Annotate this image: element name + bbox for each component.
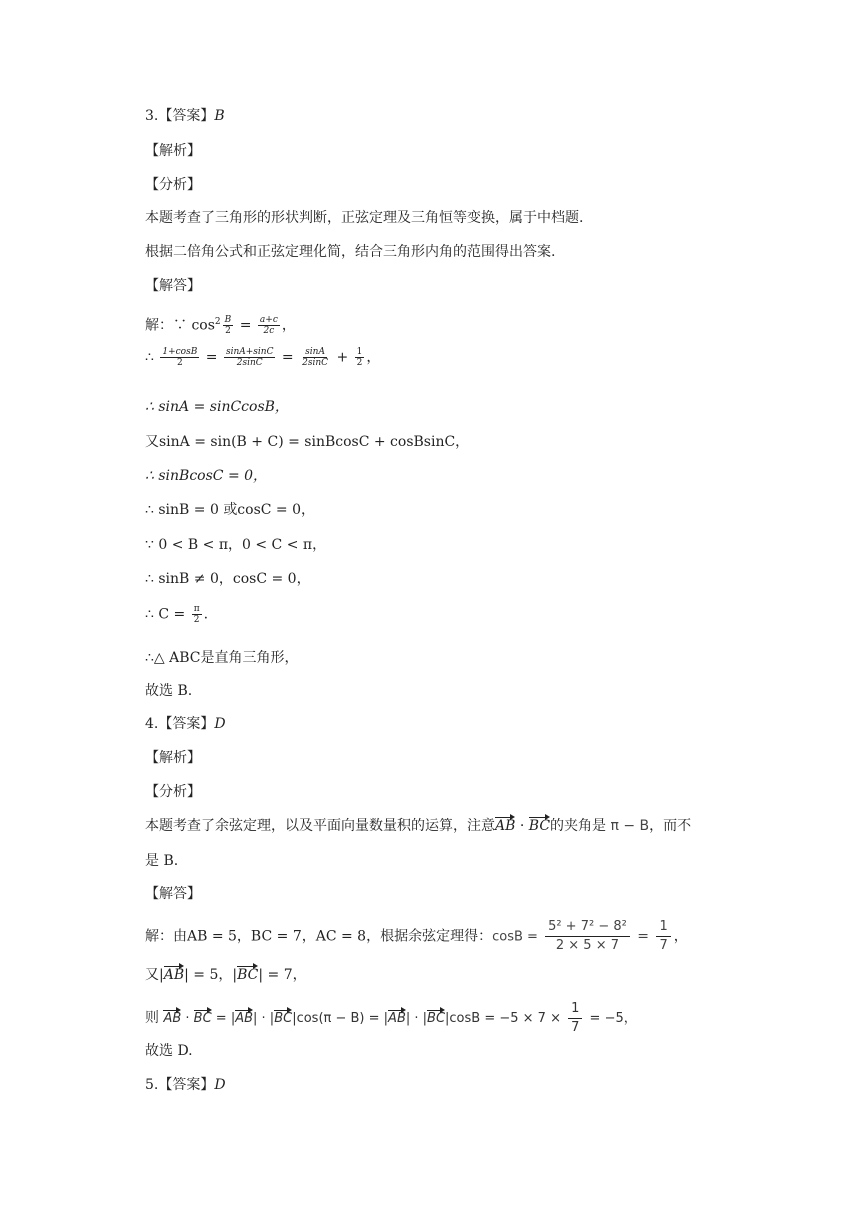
q3-step1-suffix: ， [281, 317, 296, 334]
q3-step-1 [145, 312, 296, 336]
q4-step1-frac-num: 5² + 7² − 8² [545, 918, 630, 937]
q3-step9-suffix: . [203, 606, 209, 623]
q4-step3-t4: | · | [405, 1011, 428, 1026]
q4-step3-t3: |cos(π − B) = | [292, 1011, 389, 1026]
q4-step1-suffix: ， [673, 928, 688, 945]
q3-fenxi-line-1: 本题考查了三角形的形状判断，正弦定理及三角恒等变换，属于中档题. [145, 210, 584, 226]
q3-fenxi-line-2: 根据二倍角公式和正弦定理化简，结合三角形内角的范围得出答案. [145, 244, 556, 260]
dot-operator: · [515, 818, 529, 834]
q3-step-7: ∵ 0 < B < π，0 < C < π， [145, 537, 327, 553]
q4-fenxi-text-b: 的夹角是 [550, 818, 607, 834]
q4-answer-label: 4.【答案】 [145, 716, 215, 732]
q4-answer-value: D [214, 716, 226, 732]
q4-step1-eq: = [632, 928, 654, 945]
dot-operator: · [181, 1011, 194, 1026]
vector-ab: AB [163, 1009, 181, 1029]
q3-step9-frac-num: π [193, 604, 200, 614]
vector-ab: AB [163, 967, 185, 983]
q3-step-10: ∴△ ABC是直角三角形， [145, 650, 299, 666]
q3-step9-frac-den: 2 [193, 615, 200, 625]
q4-fenxi-text-a: 本题考查了余弦定理，以及平面向量数量积的运算，注意 [145, 818, 495, 834]
q4-fenxi-line-1 [145, 816, 691, 836]
q3-step2-eq2: = [277, 349, 299, 366]
q4-step1-frac [545, 918, 630, 955]
q5-answer-line [145, 1075, 226, 1095]
q3-step-2 [145, 347, 380, 368]
q3-step2-f4-num: 1 [356, 347, 363, 357]
q3-step-11: 故选 B. [145, 683, 193, 699]
q3-step-6: ∴ sinB = 0 或cosC = 0， [145, 502, 316, 518]
vector-ab: AB [495, 818, 516, 834]
q3-step1-prefix: 解：∵ cos [145, 317, 215, 334]
q3-step1-frac [223, 315, 234, 336]
q3-fenxi-heading: 【分析】 [145, 177, 201, 193]
q4-step1-cos: cosB = [492, 929, 543, 945]
q3-step2-f3-num: sinA [305, 347, 325, 357]
vector-ab: AB [388, 1009, 406, 1029]
q3-step1-eq: = [235, 317, 256, 334]
q4-step3-t1: = | [211, 1011, 236, 1026]
q4-jieda-heading: 【解答】 [145, 886, 201, 902]
q4-angle: π − B [606, 818, 650, 834]
q4-step1-frac-den: 2 × 5 × 7 [555, 938, 620, 953]
q4-fenxi-text-c: ，而不 [649, 818, 692, 834]
q3-step1-frac2-num: a+c [259, 315, 278, 326]
q3-step2-f2-den: 2sinC [236, 358, 263, 368]
vector-bc: BC [427, 1009, 445, 1029]
q5-answer-label: 5.【答案】 [145, 1077, 215, 1093]
q3-step2-plus: + [332, 349, 353, 366]
q3-step-3: ∴ sinA = sinCcosB， [145, 399, 289, 415]
q4-step3-t5: |cosB = −5 × 7 × [445, 1011, 566, 1026]
q3-step1-frac-num: B [224, 315, 232, 326]
q3-step-4: 又sinA = sin(B + C) = sinBcosC + cosBsinC， [145, 434, 470, 450]
q3-jieda-heading: 【解答】 [145, 278, 201, 294]
q3-step-9 [145, 604, 208, 625]
q3-answer-line [145, 106, 225, 126]
vector-bc: BC [528, 818, 551, 834]
q3-step2-suffix: ， [366, 349, 381, 366]
q3-step2-frac2 [224, 347, 276, 368]
q4-step-2 [145, 965, 307, 985]
q4-step3-suffix: = −5， [585, 1011, 637, 1026]
q4-step3-prefix: 则 [145, 1010, 164, 1026]
q3-step2-eq1: = [201, 349, 222, 366]
q4-step2-suffix: | = 7， [258, 967, 307, 983]
vector-ab: AB [235, 1009, 253, 1029]
q4-fenxi-line-2: 是 B. [145, 853, 179, 869]
q4-step1-result-den: 7 [659, 938, 668, 953]
q4-step1-result-num: 1 [656, 918, 670, 937]
q4-step3-frac-den: 7 [571, 1020, 580, 1035]
q4-step3-t2: | · | [253, 1011, 275, 1026]
q3-step2-frac3 [300, 347, 330, 368]
q3-analysis-heading: 【解析】 [145, 143, 201, 159]
q4-step3-frac [568, 1000, 582, 1037]
q4-step-1 [145, 918, 688, 955]
vector-bc: BC [194, 1009, 212, 1029]
q3-answer-label: 3.【答案】 [145, 108, 215, 124]
q3-step1-frac-den: 2 [225, 326, 231, 337]
q3-answer-value: B [214, 108, 225, 124]
q4-fenxi-heading: 【分析】 [145, 784, 201, 800]
vector-bc: BC [237, 967, 259, 983]
vector-bc: BC [274, 1009, 292, 1029]
q3-step2-f2-num: sinA+sinC [225, 347, 274, 357]
q4-step-3 [145, 1000, 637, 1037]
q3-step2-frac1 [160, 347, 199, 368]
q3-step-8: ∴ sinB ≠ 0，cosC = 0， [145, 571, 311, 587]
q3-step2-prefix: ∴ [145, 349, 159, 366]
q3-step9-prefix: ∴ C = [145, 606, 190, 623]
q3-step1-frac2 [258, 315, 280, 336]
q5-answer-value: D [214, 1077, 226, 1093]
q3-step1-sup: 2 [214, 317, 221, 327]
q3-step-5: ∴ sinBcosC = 0， [145, 468, 268, 484]
q3-step2-f1-num: 1+cosB [162, 347, 198, 357]
q3-step2-f3-den: 2sinC [302, 358, 329, 368]
q3-step2-f4-den: 2 [356, 358, 363, 368]
q4-step2-mid: | = 5，| [184, 967, 238, 983]
q4-step2-prefix: 又| [145, 967, 164, 983]
q3-step2-frac4 [355, 347, 365, 368]
q4-answer-line [145, 714, 226, 734]
q4-analysis-heading: 【解析】 [145, 750, 201, 766]
q3-step9-frac [192, 604, 202, 625]
q3-step2-f1-den: 2 [176, 358, 183, 368]
q4-step1-prefix: 解：由AB = 5，BC = 7，AC = 8，根据余弦定理得： [145, 928, 493, 945]
q3-step1-frac2-den: 2c [263, 326, 275, 337]
q4-step3-frac-num: 1 [568, 1000, 582, 1019]
q4-step-4: 故选 D. [145, 1043, 193, 1059]
q4-step1-result [656, 918, 670, 955]
